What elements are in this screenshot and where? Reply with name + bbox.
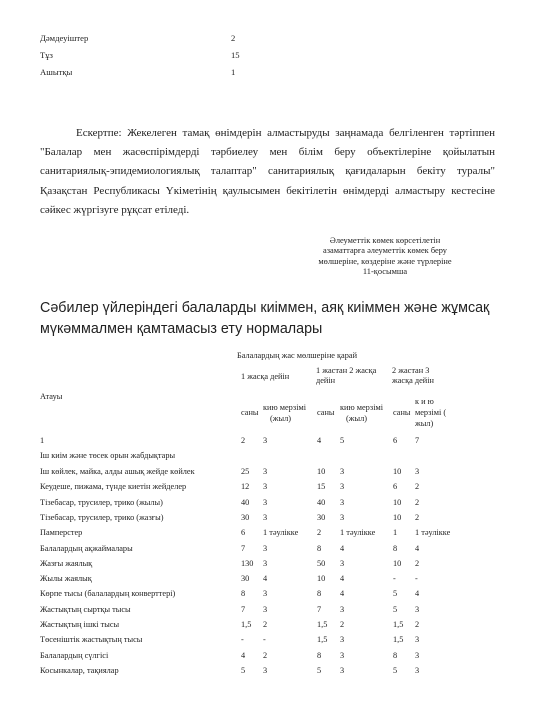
row-cell-c6: 1,5 xyxy=(393,635,404,645)
row-cell-c2: 7 xyxy=(241,604,246,614)
row-name: Іш көйлек, майка, алды ашық жейде көйлек xyxy=(40,467,195,476)
section-title xyxy=(40,298,520,340)
group-header: дейін xyxy=(316,376,336,385)
row-cell-c7: 1 тәулікке xyxy=(415,528,451,538)
term-header: (жыл) xyxy=(270,414,291,423)
row-name: Төсеніштік жастықтың тысы xyxy=(40,635,143,645)
row-cell-c5: 4 xyxy=(340,543,345,553)
row-cell-c3: 3 xyxy=(263,589,268,599)
row-cell-c2: 6 xyxy=(241,528,246,538)
row-cell-c5: 2 xyxy=(340,620,345,629)
row-cell-c6: 10 xyxy=(393,497,402,507)
row-cell-c5: 3 xyxy=(340,665,345,675)
row-cell-c3: 3 xyxy=(263,497,268,507)
row-cell-c6: 10 xyxy=(393,512,402,522)
group-header: 2 жастан 3 xyxy=(392,366,430,375)
row-name: Жазғы жаялық xyxy=(40,558,93,568)
row-cell-c6: 6 xyxy=(393,482,398,492)
annex-caption xyxy=(280,236,490,278)
column-number: 4 xyxy=(317,436,322,445)
row-name: Жастықтың сыртқы тысы xyxy=(40,604,131,614)
row-cell-c3: 3 xyxy=(263,665,268,675)
row-cell-c2: 12 xyxy=(241,482,250,492)
row-cell-c2: 7 xyxy=(241,543,246,553)
annex-line: 11-қосымша xyxy=(362,267,408,277)
row-cell-c5: 3 xyxy=(340,650,345,660)
row-cell-c7: 3 xyxy=(415,467,420,476)
row-cell-c4: 15 xyxy=(317,482,326,492)
section-row: Іш киім және төсек орын жабдықтары xyxy=(40,451,176,460)
row-cell-c2: 5 xyxy=(241,665,246,675)
row-cell-c4: 30 xyxy=(317,512,326,522)
name-header: Атауы xyxy=(40,392,63,401)
row-cell-c7: 2 xyxy=(415,497,420,507)
row-cell-c5: 3 xyxy=(340,497,345,507)
row-name: Тізебасар, трусилер, трико (жазғы) xyxy=(40,512,164,522)
row-cell-c6: 1,5 xyxy=(393,620,404,629)
row-cell-c3: 3 xyxy=(263,467,268,476)
row-cell-c3: 3 xyxy=(263,482,268,492)
row-cell-c5: 3 xyxy=(340,467,345,476)
note-paragraph: Ескертпе: Жекелеген тамақ өнімдерін алмастыруды заңнамада белгіленген тәртіппен "Балалар мен жасөспірімдерді тәрбиелеу мен білім беру объектілеріне қойылатын санитариялық-эпидемиологиялық талаптар" санитариялық қағидаларын бекіту туралы" Қазақстан Республикасы Үкіметінің қаулысымен бекітілетін өнімдерді алмастыру кестесіне сәйкес жүргізуге рұқсат етіледі. xyxy=(40,127,495,216)
row-cell-c6: 5 xyxy=(393,589,398,599)
row-cell-c6: 5 xyxy=(393,604,398,614)
row-cell-c7: 4 xyxy=(415,543,420,553)
row-cell-c3: 4 xyxy=(263,574,268,584)
row-cell-c4: 5 xyxy=(317,665,322,675)
row-cell-c7: 2 xyxy=(415,512,420,522)
row-cell-c2: 4 xyxy=(241,650,246,660)
qty-header: саны xyxy=(241,408,259,417)
row-cell-c5: 3 xyxy=(340,604,345,614)
row-cell-c5: 3 xyxy=(340,482,345,492)
term-header: мерзімі ( xyxy=(415,408,447,417)
row-cell-c6: - xyxy=(393,574,396,584)
row-cell-c7: 3 xyxy=(415,650,420,660)
group-header: жасқа дейін xyxy=(392,376,434,385)
row-cell-c4: 40 xyxy=(317,497,326,507)
row-cell-c2: 1,5 xyxy=(241,620,252,629)
annex-line: мөлшеріне, көздеріне және түрлеріне xyxy=(318,256,452,266)
term-header: кию мерзімі xyxy=(263,403,307,412)
row-cell-c3: - xyxy=(263,635,266,645)
group-header: 1 жастан 2 жасқа xyxy=(316,366,377,375)
row-cell-c7: 2 xyxy=(415,482,420,492)
row-name: Көрпе тысы (балалардың конверттері) xyxy=(40,589,176,599)
row-cell-c3: 3 xyxy=(263,604,268,614)
row-cell-c7: 3 xyxy=(415,635,420,645)
row-cell-c2: 130 xyxy=(241,558,254,568)
top-row-value: 1 xyxy=(231,67,236,77)
row-cell-c4: 8 xyxy=(317,543,322,553)
column-number: 1 xyxy=(40,436,45,445)
row-cell-c4: 8 xyxy=(317,650,322,660)
top-row-label: Ашытқы xyxy=(40,67,73,77)
row-cell-c3: 3 xyxy=(263,543,268,553)
row-cell-c2: - xyxy=(241,635,244,645)
column-number: 2 xyxy=(241,436,246,445)
row-name: Балалардың ақжаймалары xyxy=(40,543,133,553)
row-name: Косынкалар, тақиялар xyxy=(40,665,119,675)
row-cell-c6: 10 xyxy=(393,558,402,568)
column-number: 6 xyxy=(393,436,398,445)
row-cell-c7: 2 xyxy=(415,620,420,629)
row-cell-c5: 3 xyxy=(340,635,345,645)
row-cell-c2: 30 xyxy=(241,574,250,584)
row-cell-c7: - xyxy=(415,574,418,584)
row-cell-c5: 3 xyxy=(340,558,345,568)
row-cell-c6: 5 xyxy=(393,665,398,675)
row-name: Тізебасар, трусилер, трико (жылы) xyxy=(40,497,163,507)
row-cell-c2: 40 xyxy=(241,497,250,507)
row-cell-c5: 1 тәулікке xyxy=(340,528,376,538)
row-cell-c4: 7 xyxy=(317,604,322,614)
annex-line: Әлеуметтік көмек көрсетілетін xyxy=(329,236,441,245)
annex-line: азаматтарға әлеуметтік көмек беру xyxy=(323,246,447,256)
row-cell-c4: 8 xyxy=(317,589,322,599)
row-cell-c2: 30 xyxy=(241,512,250,522)
row-cell-c6: 8 xyxy=(393,650,398,660)
row-cell-c7: 3 xyxy=(415,665,420,675)
age-header: Балалардың жас мөлшеріне қарай xyxy=(237,351,358,360)
row-cell-c2: 25 xyxy=(241,467,250,476)
row-cell-c4: 2 xyxy=(317,528,322,538)
row-name: Жастықтың ішкі тысы xyxy=(40,620,120,629)
row-cell-c3: 1 тәулікке xyxy=(263,528,299,538)
group-header: 1 жасқа дейін xyxy=(241,372,290,381)
term-header: (жыл) xyxy=(346,414,367,423)
row-cell-c4: 50 xyxy=(317,558,326,568)
row-cell-c2: 8 xyxy=(241,589,246,599)
row-name: Памперстер xyxy=(40,528,83,538)
row-name: Балалардың сүлгісі xyxy=(40,650,109,660)
top-row-label: Дәмдеуіштер xyxy=(40,33,89,43)
column-number: 3 xyxy=(263,436,268,445)
row-cell-c3: 3 xyxy=(263,512,268,522)
row-cell-c6: 10 xyxy=(393,467,402,476)
row-cell-c4: 1,5 xyxy=(317,635,328,645)
row-cell-c7: 4 xyxy=(415,589,420,599)
qty-header: саны xyxy=(393,408,411,417)
row-cell-c4: 10 xyxy=(317,467,326,476)
row-cell-c6: 8 xyxy=(393,543,398,553)
row-cell-c6: 1 xyxy=(393,528,398,538)
row-cell-c4: 1,5 xyxy=(317,620,328,629)
row-cell-c5: 4 xyxy=(340,589,345,599)
row-cell-c3: 3 xyxy=(263,558,268,568)
row-cell-c7: 2 xyxy=(415,558,420,568)
section-title-line: мүкәммалмен қамтамасыз ету нормалары xyxy=(40,321,323,337)
row-name: Жылы жаялық xyxy=(40,574,92,584)
row-name: Кеудеше, пижама, түнде киетін жейделер xyxy=(40,482,187,492)
section-title-line: Сәбилер үйлеріндегі балаларды киіммен, аяқ киіммен және жұмсақ xyxy=(40,300,490,316)
qty-header: саны xyxy=(317,408,335,417)
top-row-value: 2 xyxy=(231,33,236,43)
term-header: кию мерзімі xyxy=(340,403,384,412)
column-number: 7 xyxy=(415,436,420,445)
row-cell-c3: 2 xyxy=(263,650,268,660)
top-row-value: 15 xyxy=(231,50,240,60)
row-cell-c7: 3 xyxy=(415,604,420,614)
row-cell-c5: 3 xyxy=(340,512,345,522)
term-header: жыл) xyxy=(415,419,434,428)
column-number: 5 xyxy=(340,436,345,445)
top-row-label: Тұз xyxy=(40,50,53,60)
row-cell-c4: 10 xyxy=(317,574,326,584)
term-header: к и ю xyxy=(415,397,434,406)
row-cell-c5: 4 xyxy=(340,574,345,584)
row-cell-c3: 2 xyxy=(263,620,268,629)
